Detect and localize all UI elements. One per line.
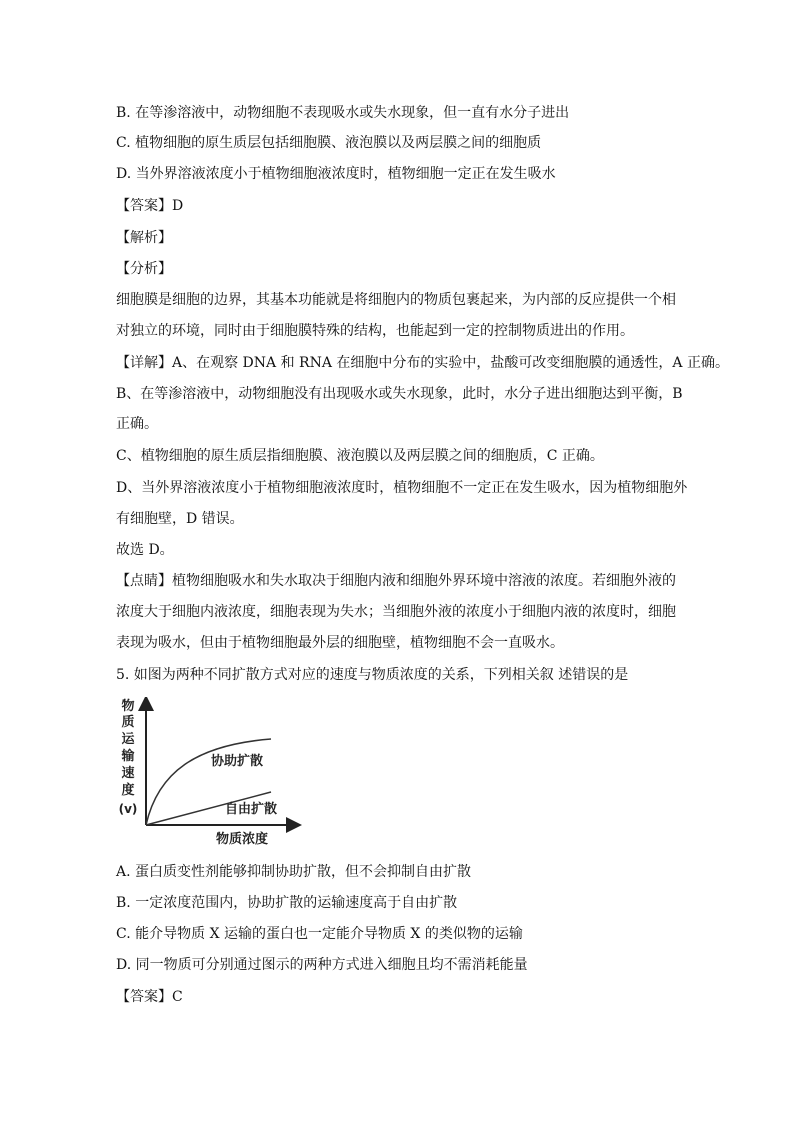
detail-line: B、在等渗溶液中，动物细胞没有出现吸水或失水现象，此时，水分子进出细胞达到平衡，B <box>116 386 683 402</box>
analysis-heading: 【解析】 <box>116 230 172 246</box>
y-label-char: 速 <box>121 766 135 781</box>
answer-line: 【答案】C <box>116 989 183 1005</box>
y-label-char: 质 <box>121 715 135 730</box>
comment-line: 浓度大于细胞内液浓度，细胞表现为失水；当细胞外液的浓度小于细胞内液的浓度时，细胞 <box>116 604 676 620</box>
option-a: A. 蛋白质变性剂能够抑制协助扩散，但不会抑制自由扩散 <box>116 864 472 880</box>
comment-line: 【点睛】植物细胞吸水和失水取决于细胞内液和细胞外界环境中溶液的浓度。若细胞外液的 <box>116 573 676 589</box>
y-label-char: 运 <box>121 732 135 747</box>
comment-line: 表现为吸水，但由于植物细胞最外层的细胞壁，植物细胞不会一直吸水。 <box>116 635 564 651</box>
paragraph-line: 细胞膜是细胞的边界，其基本功能就是将细胞内的物质包裹起来，为内部的反应提供一个相 <box>116 292 676 308</box>
detail-line: D、当外界溶液浓度小于植物细胞液浓度时，植物细胞不一定正在发生吸水，因为植物细胞外 <box>116 480 688 496</box>
option-c: C. 能介导物质 X 运输的蛋白也一定能介导物质 X 的类似物的运输 <box>116 926 523 942</box>
detail-line: 【详解】A、在观察 DNA 和 RNA 在细胞中分布的实验中，盐酸可改变细胞膜的通透性，A 正确。 <box>116 355 729 371</box>
option-d: D. 当外界溶液浓度小于植物细胞液浓度时，植物细胞一定正在发生吸水 <box>116 166 556 182</box>
detail-line: C、植物细胞的原生质层指细胞膜、液泡膜以及两层膜之间的细胞质，C 正确。 <box>116 448 604 464</box>
paragraph-line: 对独立的环境，同时由于细胞膜特殊的结构，也能起到一定的控制物质进出的作用。 <box>116 323 634 339</box>
y-label-char: 物 <box>121 699 135 714</box>
option-c: C. 植物细胞的原生质层包括细胞膜、液泡膜以及两层膜之间的细胞质 <box>116 135 542 151</box>
question-5-stem: 5. 如图为两种不同扩散方式对应的速度与物质浓度的关系，下列相关叙 述错误的是 <box>116 667 629 683</box>
facilitated-diffusion-label: 协助扩散 <box>211 754 264 769</box>
y-label-char: 输 <box>121 749 135 764</box>
y-label-char: 度 <box>121 783 135 798</box>
fenxi-heading: 【分析】 <box>116 261 172 277</box>
y-label-char: (v) <box>118 802 138 816</box>
option-d: D. 同一物质可分别通过图示的两种方式进入细胞且均不需消耗能量 <box>116 957 528 973</box>
option-b: B. 在等渗溶液中，动物细胞不表现吸水或失水现象，但一直有水分子进出 <box>116 105 570 121</box>
option-b: B. 一定浓度范围内，协助扩散的运输速度高于自由扩散 <box>116 895 458 911</box>
diffusion-diagram <box>116 697 306 849</box>
x-axis-label: 物质浓度 <box>216 832 269 847</box>
free-diffusion-label: 自由扩散 <box>225 802 278 817</box>
answer-line: 【答案】D <box>116 198 184 214</box>
detail-line: 正确。 <box>116 416 158 432</box>
conclusion-line: 故选 D。 <box>116 542 174 558</box>
detail-line: 有细胞壁，D 错误。 <box>116 511 244 527</box>
